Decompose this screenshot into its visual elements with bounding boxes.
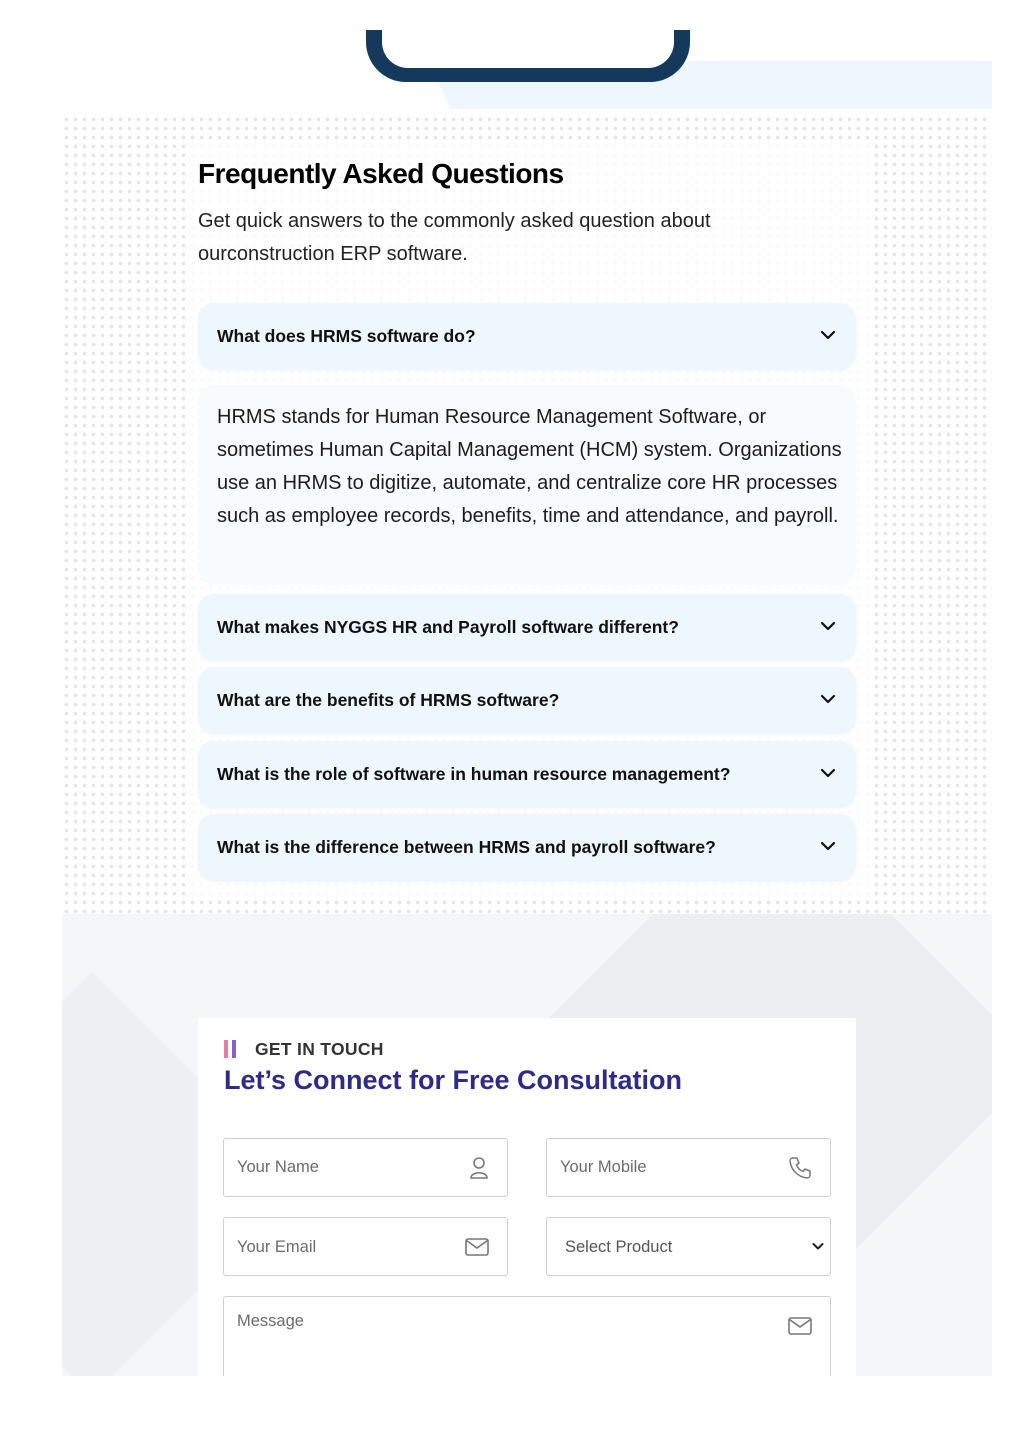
contact-eyebrow: GET IN TOUCH: [255, 1039, 384, 1059]
message-placeholder: Message: [237, 1312, 304, 1330]
mobile-input-placeholder: Your Mobile: [560, 1158, 647, 1176]
chevron-down-icon: [820, 693, 836, 705]
chevron-down-icon: [820, 620, 836, 632]
faq-question-text: What makes NYGGS HR and Payroll software different?: [217, 617, 679, 637]
faq-question-text: What does HRMS software do?: [217, 326, 476, 346]
name-input-placeholder: Your Name: [237, 1158, 319, 1176]
faq-question-text: What are the benefits of HRMS software?: [217, 690, 560, 710]
product-select-value: Select Product: [565, 1238, 673, 1256]
phone-icon: [788, 1156, 812, 1180]
email-input[interactable]: [223, 1217, 508, 1276]
page-bottom-whitespace: [0, 1376, 1024, 1449]
phone-mockup-image: [366, 30, 690, 82]
chevron-down-icon: [812, 1242, 824, 1251]
eyebrow-accent-bars-icon: [224, 1040, 238, 1058]
faq-question-4[interactable]: [198, 741, 856, 808]
mobile-input[interactable]: [546, 1138, 831, 1197]
faq-subtitle: Get quick answers to the commonly asked question about ourconstruction ERP software.: [198, 210, 711, 265]
chevron-down-icon: [820, 329, 836, 341]
chevron-down-icon: [820, 840, 836, 852]
faq-question-3[interactable]: [198, 667, 856, 734]
user-icon: [469, 1156, 489, 1180]
faq-question-5[interactable]: [198, 814, 856, 881]
faq-question-text: What is the difference between HRMS and payroll software?: [217, 837, 716, 857]
email-input-placeholder: Your Email: [237, 1238, 317, 1256]
faq-answer-1: [198, 385, 856, 585]
envelope-icon: [788, 1317, 812, 1335]
faq-question-1[interactable]: [198, 303, 856, 370]
message-textarea[interactable]: [223, 1296, 831, 1387]
faq-answer-text: HRMS stands for Human Resource Management Software, or sometimes Human Capital Management (HCM) system. Organizations use an HRMS to digitize, automate, and centralize core HR processes such as employee records, benefits, time and attendance, and payroll.: [217, 406, 842, 527]
faq-question-text: What is the role of software in human resource management?: [217, 764, 731, 784]
faq-title: Frequently Asked Questions: [198, 158, 564, 189]
faq-question-2[interactable]: [198, 594, 856, 661]
envelope-icon: [465, 1238, 489, 1256]
contact-heading: Let’s Connect for Free Consultation: [224, 1065, 683, 1095]
name-input[interactable]: [223, 1138, 508, 1197]
product-select[interactable]: [546, 1217, 831, 1276]
chevron-down-icon: [820, 767, 836, 779]
